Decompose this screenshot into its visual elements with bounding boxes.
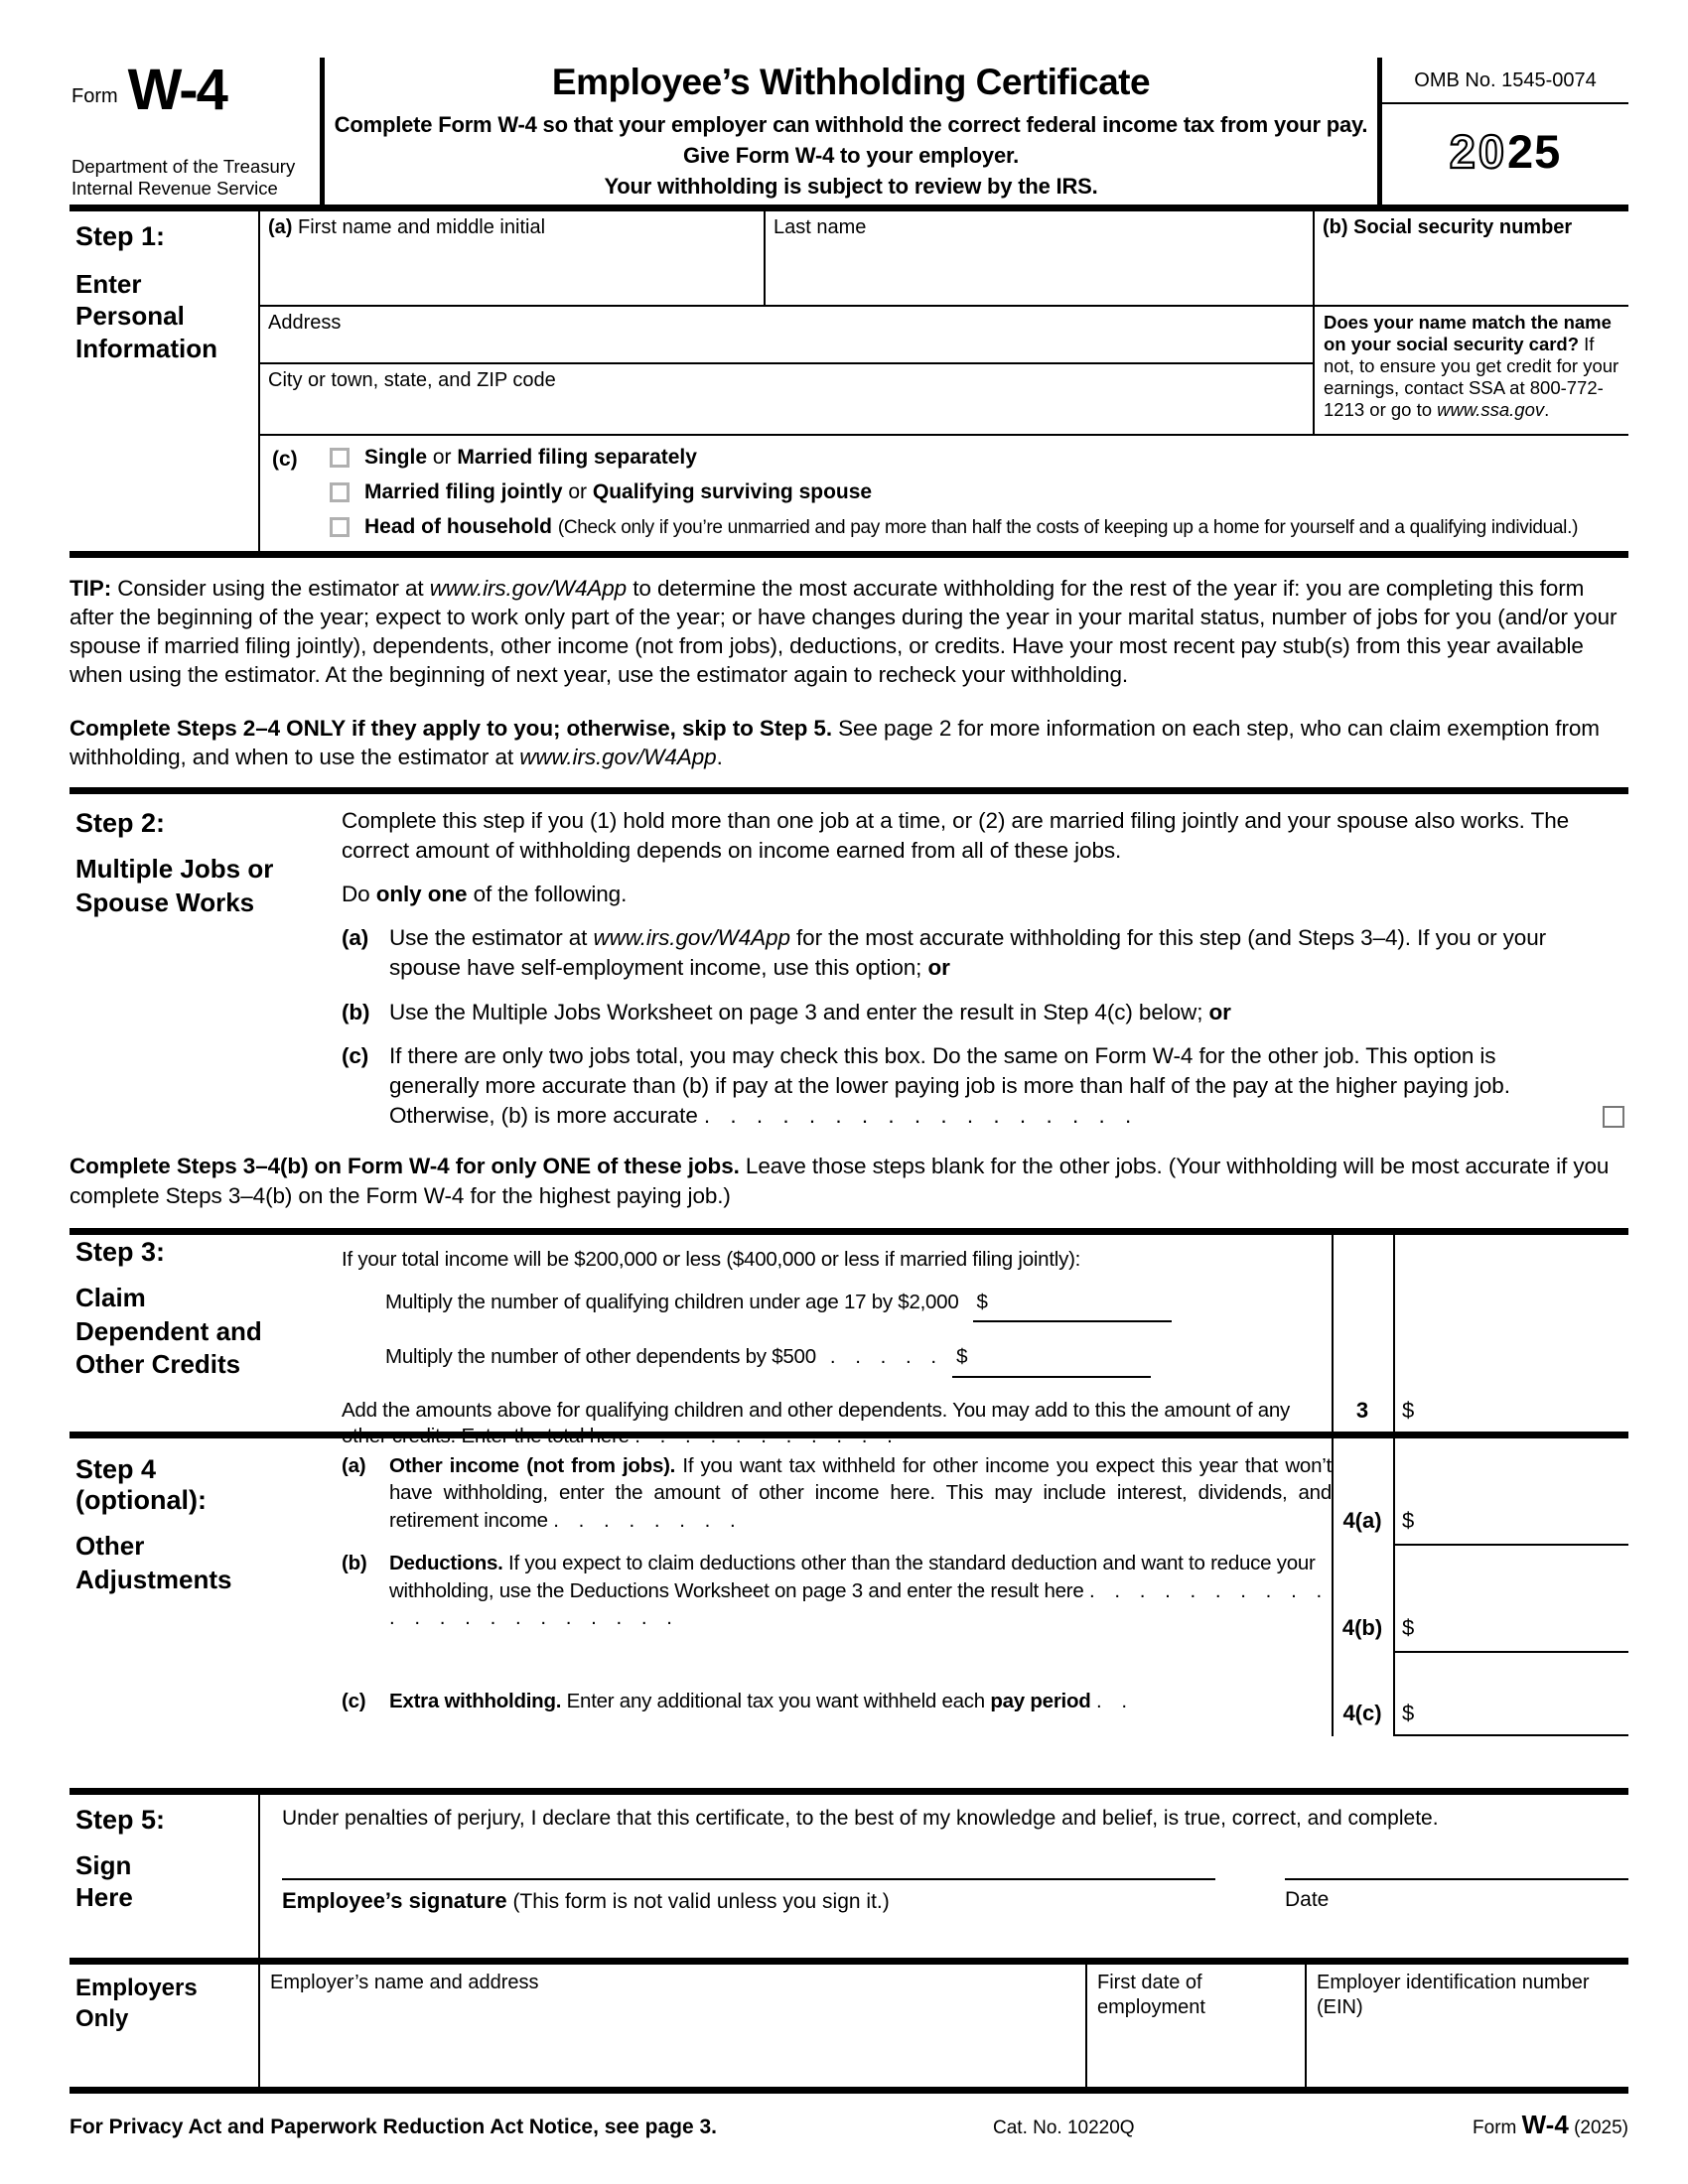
ssn-prefix: (b) (1323, 215, 1348, 238)
signature-caption: Employee’s signature (This form is not valid unless you sign it.) (282, 1887, 890, 1913)
steps34-note-lead: Complete Steps 3–4(b) on Form W-4 for only ONE of these jobs. (70, 1154, 740, 1179)
step2-do-line: Do only one of the following. (342, 881, 628, 906)
dot-leader: . . . . . . . . (553, 1508, 738, 1532)
form-header (70, 58, 1628, 211)
ssa-website: www.ssa.gov (1437, 399, 1545, 421)
step2-section (70, 787, 1628, 1134)
step2-item-a: (a) Use the estimator at www.irs.gov/W4App for the most accurate withholding for this step (and Steps 3–4). If you or your spouse have self-employment income, use this option; or (342, 925, 1547, 980)
divider (1393, 1438, 1395, 1736)
ssa-name-match-note (1313, 307, 1628, 434)
step3-intro: If your total income will be $200,000 or less ($400,000 or less if married filing jointly): (342, 1247, 1081, 1271)
city-label: City or town, state, and ZIP code (268, 368, 556, 391)
step2-sublabel: Multiple Jobs or Spouse Works (75, 854, 274, 917)
filing-status-prefix: (c) (272, 447, 298, 471)
address-field[interactable] (260, 307, 1313, 364)
ssn-label: Social security number (1353, 215, 1573, 238)
divider (1332, 1438, 1334, 1736)
step4-sublabel: Other Adjustments (75, 1530, 232, 1594)
line3-amount-field[interactable]: $ (1402, 1397, 1415, 1423)
tax-year (1382, 104, 1628, 205)
employers-only-section (70, 1965, 1628, 2094)
last-name-field[interactable] (766, 211, 1313, 305)
tip-lead: TIP: (70, 575, 112, 601)
ssa-note-bold: Does your name match the name on your social security card? (1324, 311, 1612, 354)
form-subtitle-1: Complete Form W-4 so that your employer can withhold the correct federal income tax from your pay. (334, 112, 1368, 137)
line4b-amount-field[interactable]: $ (1402, 1614, 1415, 1640)
employers-label-2: Only (75, 2005, 129, 2033)
divider (1393, 1235, 1395, 1432)
form-word: Form (71, 85, 118, 108)
dept-line1: Department of the Treasury (71, 155, 296, 177)
first-date-employment-field[interactable]: First date of employment (1087, 1965, 1307, 2087)
date-label: Date (1285, 1887, 1330, 1911)
filing-option-married-jointly (330, 480, 1578, 504)
estimator-website-3: www.irs.gov/W4App (593, 925, 790, 951)
dept-line2: Internal Revenue Service (71, 178, 278, 200)
form-subtitle-3: Your withholding is subject to review by the IRS. (604, 174, 1098, 200)
last-name-label: Last name (774, 215, 867, 238)
estimator-website-2: www.irs.gov/W4App (519, 744, 717, 769)
line4c-amount-field[interactable]: $ (1402, 1700, 1415, 1725)
head-of-household-label: Head of household (Check only if you’re unmarried and pay more than half the costs of keeping up a home for yourself and a qualifying individual.) (364, 514, 1579, 538)
dot-leader: . . . . . (829, 1345, 939, 1369)
married-jointly-label: Married filing jointly or Qualifying surviving spouse (364, 479, 873, 503)
employers-label-1: Employers (75, 1974, 198, 2001)
first-name-field[interactable] (260, 211, 766, 305)
step3-dependents-row: Multiply the number of other dependents by $500 . . . . . $ (342, 1344, 1332, 1378)
dot-leader: . . . . . . . . . . . . . . . . . (703, 1102, 1134, 1128)
step4-section (70, 1438, 1628, 1788)
step5-sublabel-here: Here (75, 1882, 133, 1913)
first-name-label: First name and middle initial (298, 215, 546, 238)
step1-label: Step 1: (75, 220, 166, 251)
perjury-declaration: Under penalties of perjury, I declare that this certificate, to the best of my knowledge and belief, is true, correct, and complete. (282, 1806, 1439, 1830)
step3-label: Step 3: (75, 1236, 166, 1267)
step5-label: Step 5: (75, 1804, 166, 1835)
form-number-logo: W-4 (127, 58, 226, 122)
single-label: Single or Married filing separately (364, 445, 697, 469)
step4-label: Step 4 (75, 1453, 157, 1484)
steps34-note: Complete Steps 3–4(b) on Form W-4 for only ONE of these jobs. Leave those steps blank for the other jobs. (Your withholding will be most accurate if you complete Steps 3–4(b) on the Form W-4 for the highest paying job.) (70, 1154, 1610, 1208)
step5-sublabel-sign: Sign (75, 1849, 132, 1880)
line4c-underline (1393, 1734, 1628, 1736)
step4-item-a: (a) Other income (not from jobs). If you want tax withheld for other income you expect this year that won’t have withholding, enter the amount of other income here. This may include interest, dividends, and retirement income . . . . . . . . (342, 1453, 1332, 1532)
filing-option-head-of-household (330, 515, 1578, 539)
ssn-field[interactable] (1313, 211, 1628, 305)
dot-leader: . . (1096, 1689, 1130, 1712)
steps24-note: Complete Steps 2–4 ONLY if they apply to you; otherwise, skip to Step 5. See page 2 for more information on each step, who can claim exemption from withholding, and when to use the estimator at www.irs.gov/W4App. (70, 715, 1600, 769)
step4-item-c: (c) Extra withholding. Enter any additional tax you want withheld each pay period . . (342, 1689, 1130, 1712)
page-footer (70, 2110, 1628, 2140)
line4a-amount-field[interactable]: $ (1402, 1507, 1415, 1533)
line4a-underline (1393, 1544, 1628, 1546)
ssa-note-text: If not, to ensure you get credit for your earnings, contact SSA at 800-772-1213 or go to (1324, 333, 1619, 421)
line4c-number: 4(c) (1342, 1700, 1382, 1725)
tax-year-solid: 25 (1507, 124, 1562, 178)
step2-label: Step 2: (75, 808, 166, 839)
step5-section (70, 1788, 1628, 1965)
form-id-block (70, 58, 320, 205)
city-state-zip-field[interactable] (260, 364, 1313, 434)
step1-section (70, 211, 1628, 558)
step1-sublabel: Enter Personal Information (75, 268, 217, 363)
line4b-underline (1393, 1651, 1628, 1653)
privacy-act-notice: For Privacy Act and Paperwork Reduction Act Notice, see page 3. (70, 2115, 717, 2138)
step3-total-row: Add the amounts above for qualifying children and other dependents. You may add to this the amount of any other credits. Enter the total here . . . . . . . . . . . (342, 1398, 1291, 1448)
ssa-note-end: . (1544, 399, 1550, 421)
form-title-block (320, 58, 1377, 205)
step2-item-c: (c) If there are only two jobs total, you may check this box. Do the same on Form W-4 for the other job. This option is generally more accurate than (b) if pay at the lower paying job is more than half of the pay at the higher paying job. Otherwise, (b) is more accurate . . . . . . . . . . . . . . . . . (342, 1041, 1628, 1130)
step2-item-b: (b) Use the Multiple Jobs Worksheet on page 3 and enter the result in Step 4(c) below; or (342, 999, 1231, 1024)
omb-number: OMB No. 1545-0074 (1382, 58, 1628, 104)
step3-children-row: Multiply the number of qualifying children under age 17 by $2,000 $ (342, 1290, 1332, 1323)
steps24-note-lead: Complete Steps 2–4 ONLY if they apply to you; otherwise, skip to Step 5. (70, 715, 832, 741)
married-jointly-checkbox[interactable] (330, 482, 350, 502)
filing-option-single (330, 446, 1578, 470)
catalog-number: Cat. No. 10220Q (993, 2116, 1135, 2138)
omb-year-block (1377, 58, 1628, 205)
ein-field[interactable]: Employer identification number (EIN) (1317, 1971, 1590, 2018)
step4-label-optional: (optional): (75, 1484, 207, 1515)
form-subtitle-2: Give Form W-4 to your employer. (682, 143, 1020, 169)
first-name-prefix: (a) (268, 215, 293, 238)
form-reference: Form W-4 (2025) (1473, 2109, 1628, 2139)
filing-status-block (260, 436, 1628, 551)
single-checkbox[interactable] (330, 448, 350, 468)
head-of-household-checkbox[interactable] (330, 517, 350, 537)
estimator-website: www.irs.gov/W4App (429, 575, 628, 601)
employer-name-address-field[interactable]: Employer’s name and address (260, 1965, 1087, 2087)
form-title: Employee’s Withholding Certificate (551, 62, 1151, 102)
two-jobs-checkbox[interactable] (1603, 1106, 1624, 1128)
line3-number: 3 (1355, 1397, 1369, 1423)
address-label: Address (268, 311, 342, 334)
children-amount-field[interactable]: $ (973, 1290, 1172, 1323)
dot-leader: . . . . . . . . . . . (634, 1425, 895, 1448)
tip-paragraph: TIP: Consider using the estimator at www.irs.gov/W4App to determine the most accurate withholding for the rest of the year if: you are completing this form after the beginning of the year; expect to work only part of the year; or have changes during the year in your marital status, number of jobs for you (and/or your spouse if married filing jointly), dependents, other income (not from jobs), deductions, or credits. Have your most recent pay stub(s) from this year available when using the estimator. At the beginning of next year, use the estimator again to recheck your withholding. (70, 575, 1618, 688)
dot-leader: . . . . . . . . . . . . . . . . . . . . . . (389, 1578, 1325, 1630)
line4a-number: 4(a) (1342, 1507, 1382, 1533)
step1-label-block (70, 211, 260, 551)
step3-sublabel: Claim Dependent and Other Credits (75, 1282, 262, 1380)
step3-section (70, 1228, 1628, 1448)
dependents-amount-field[interactable]: $ (952, 1344, 1151, 1378)
line4b-number: 4(b) (1341, 1614, 1383, 1640)
step4-item-b: (b) Deductions. If you expect to claim deductions other than the standard deduction and want to reduce your withholding, use the Deductions Worksheet on page 3 and enter the result here . . . . . . . . . . . . . . . . . . . . . . (342, 1552, 1325, 1630)
step2-intro: Complete this step if you (1) hold more than one job at a time, or (2) are married filing jointly and your spouse also works. The correct amount of withholding depends on income earned from all of these jobs. (342, 808, 1570, 863)
tax-year-outline: 20 (1449, 124, 1507, 178)
